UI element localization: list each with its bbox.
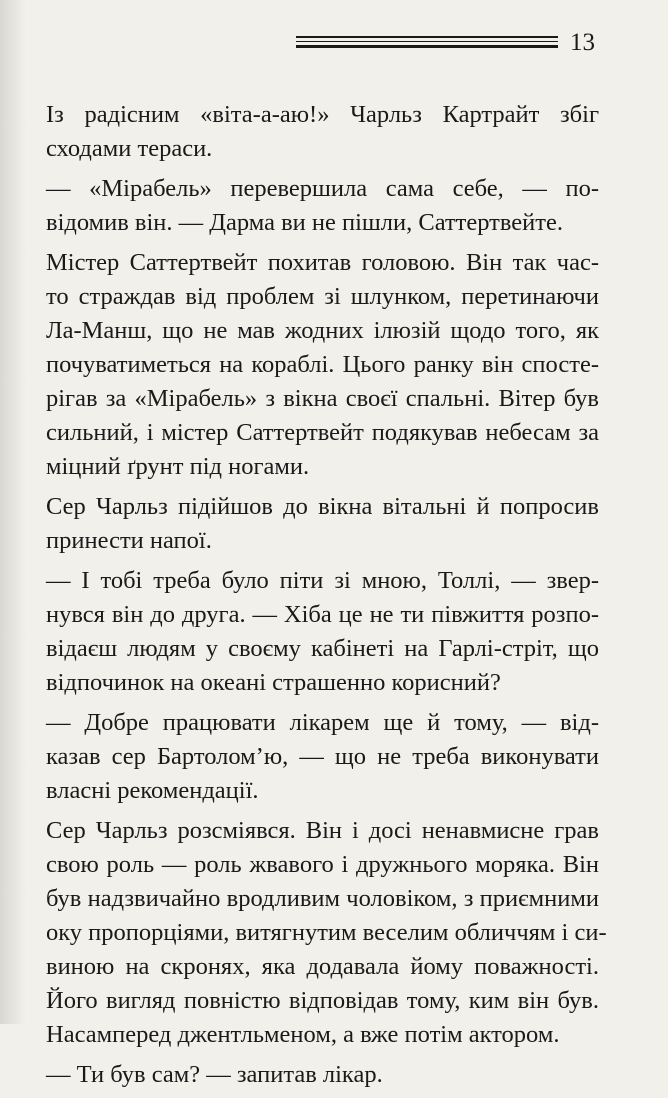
text-line: сильний, і містер Саттертвейт подякував небесам за <box>46 419 599 446</box>
text-line: почуватиметься на кораблі. Цього ранку він спосте- <box>46 351 599 378</box>
text-line: міцний ґрунт під ногами. <box>46 453 310 480</box>
text-line: сходами тераси. <box>46 135 213 162</box>
paragraph <box>46 706 599 808</box>
header-rule <box>296 36 558 38</box>
text-line: виною на скронях, яка додавала йому поважності. <box>46 953 599 980</box>
header-rule <box>296 45 558 48</box>
text-line: власні рекомендації. <box>46 777 259 804</box>
text-line: відомив він. — Дарма ви не пішли, Саттертвейте. <box>46 209 564 236</box>
text-line: — «Мірабель» перевершила сама себе, — по- <box>46 175 599 202</box>
text-line: Містер Саттертвейт похитав головою. Він так час- <box>46 249 599 276</box>
text-line: — І тобі треба було піти зі мною, Толлі, — звер- <box>46 567 599 594</box>
header-rule <box>296 41 558 42</box>
paragraph <box>46 814 607 1052</box>
text-line: Його вигляд повністю відповідав тому, ким він був. <box>46 987 599 1014</box>
running-head <box>296 30 596 60</box>
paragraph <box>46 490 599 558</box>
text-line: Із радісним «віта-а-аю!» Чарльз Картрайт збіг <box>46 101 599 128</box>
text-line: свою роль — роль жвавого і дружнього моряка. Він <box>46 851 599 878</box>
text-line: Сер Чарльз підійшов до вікна вітальні й попросив <box>46 493 599 520</box>
paragraph <box>46 172 599 240</box>
text-line: відпочинок на океані страшенно корисний? <box>46 669 501 696</box>
text-line: Ла-Манш, що не мав жодних ілюзій щодо того, як <box>46 317 599 344</box>
page-number: 13 <box>570 29 595 56</box>
text-line: оку пропорціями, витягнутим веселим обличчям і си- <box>46 919 607 946</box>
paragraph <box>46 1058 599 1092</box>
text-line: казав сер Бартоломʼю, — що не треба виконувати <box>46 743 599 770</box>
paragraph <box>46 98 599 166</box>
text-line: — Ти був сам? — запитав лікар. <box>46 1061 383 1088</box>
text-line: — Добре працювати лікарем ще й тому, — від- <box>46 709 599 736</box>
text-line: принести напої. <box>46 527 212 554</box>
text-line: був надзвичайно вродливим чоловіком, з приємними <box>46 885 599 912</box>
paragraph <box>46 564 599 700</box>
text-body <box>46 98 607 1098</box>
paragraph <box>46 246 599 484</box>
text-line: нувся він до друга. — Хіба це не ти півжиття розпо- <box>46 601 599 628</box>
page-gutter-shadow <box>0 0 26 1024</box>
text-line: відаєш людям у своєму кабінеті на Гарлі-стріт, що <box>46 635 599 662</box>
text-line: то страждав від проблем зі шлунком, перетинаючи <box>46 283 599 310</box>
text-line: рігав за «Мірабель» з вікна своєї спальні. Вітер був <box>46 385 599 412</box>
text-line: Насамперед джентльменом, а вже потім актором. <box>46 1021 560 1048</box>
text-line: Сер Чарльз розсміявся. Він і досі ненавмисне грав <box>46 817 599 844</box>
